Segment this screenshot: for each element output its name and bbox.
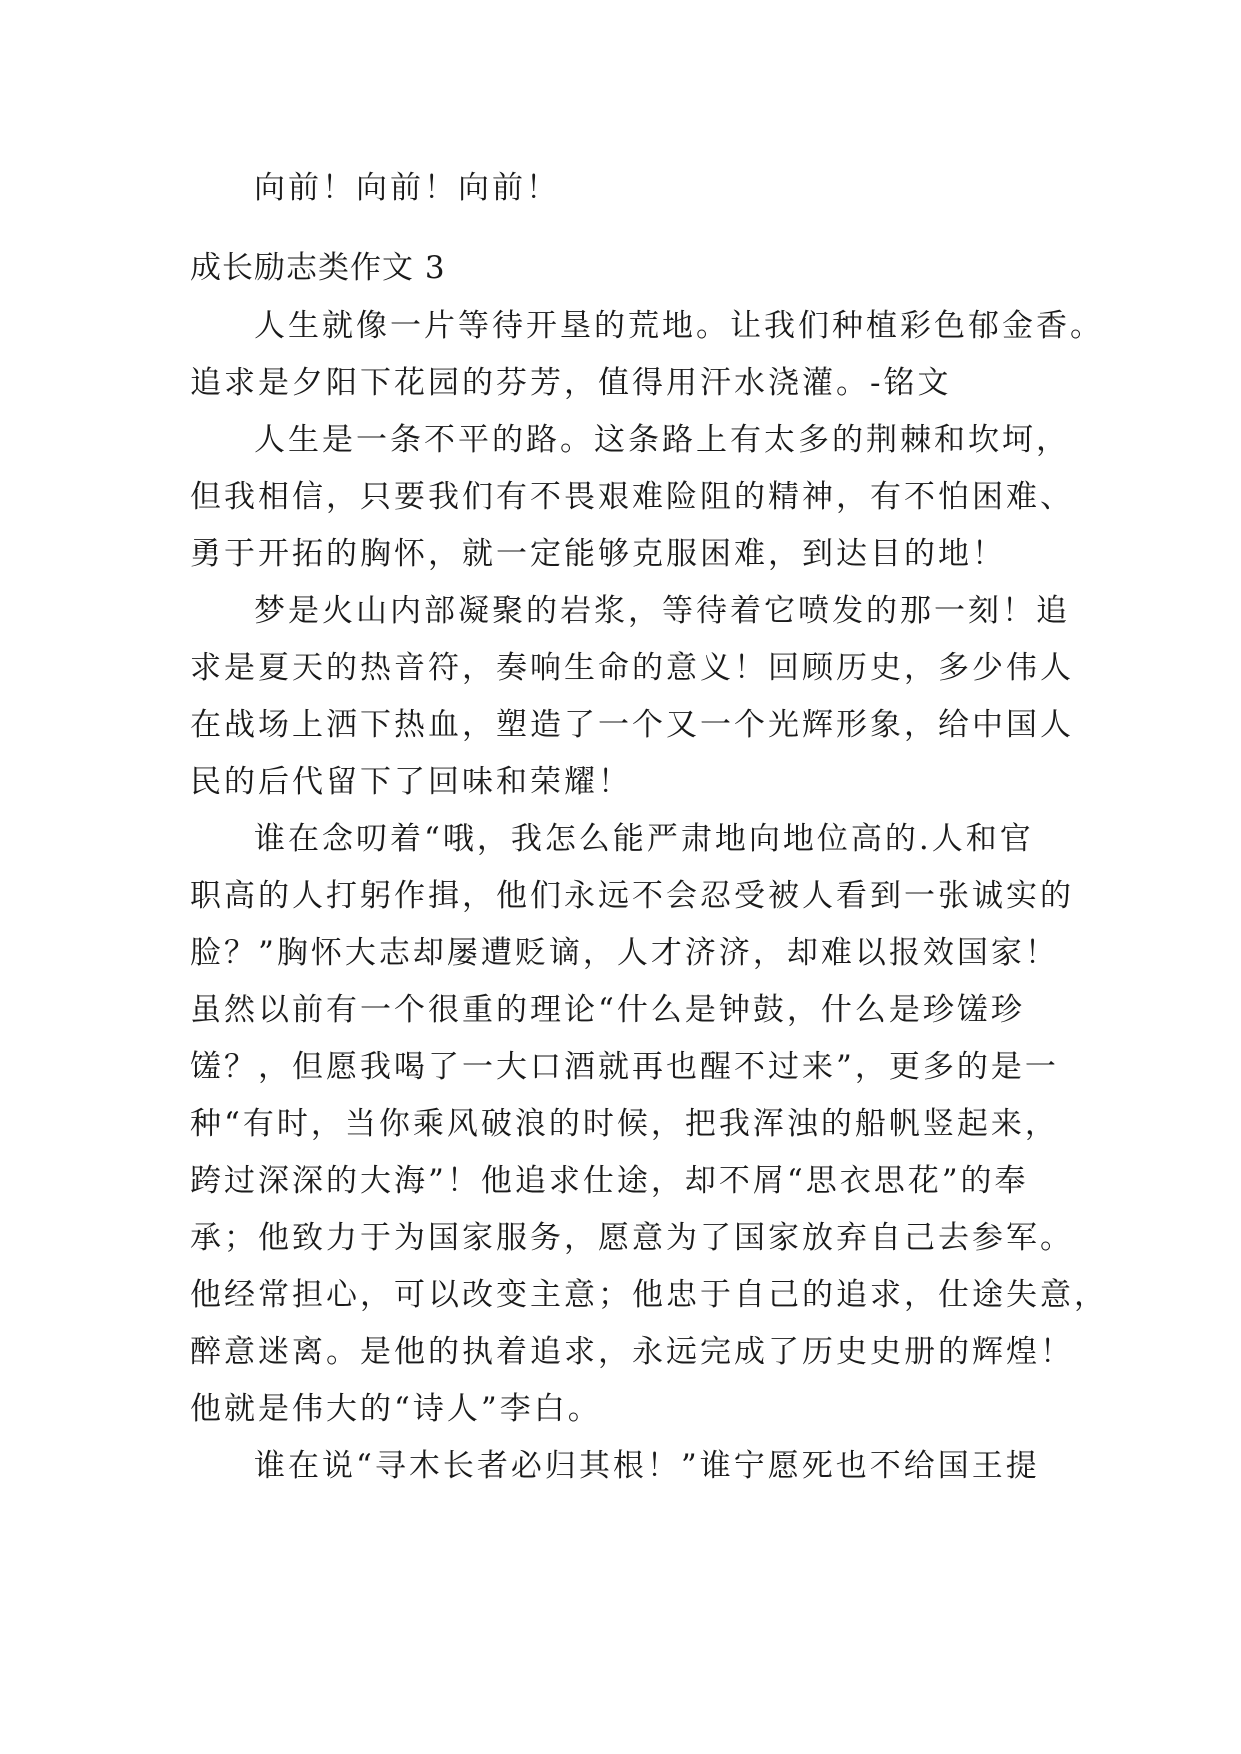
paragraph-line: 脸？”胸怀大志却屡遭贬谪，人才济济，却难以报效国家！: [190, 935, 1059, 971]
paragraph-line: 种“有时，当你乘风破浪的时候，把我浑浊的船帆竖起来，: [190, 1106, 1059, 1142]
paragraph-line: 在战场上洒下热血，塑造了一个又一个光辉形象，给中国人: [190, 707, 1074, 743]
paragraph-line: 虽然以前有一个很重的理论“什么是钟鼓，什么是珍馐珍: [190, 992, 1025, 1028]
intro-line: 向前！向前！向前！: [254, 170, 560, 206]
paragraph-line: 馐？，但愿我喝了一大口酒就再也醒不过来”，更多的是一: [190, 1049, 1059, 1085]
paragraph-line: 跨过深深的大海”！他追求仕途，却不屑“思衣思花”的奉: [190, 1163, 1029, 1199]
paragraph-line: 他经常担心，可以改变主意；他忠于自己的追求，仕途失意，: [190, 1277, 1108, 1313]
paragraph-line: 勇于开拓的胸怀，就一定能够克服困难，到达目的地！: [190, 536, 1006, 572]
paragraph-line: 承；他致力于为国家服务，愿意为了国家放弃自己去参军。: [190, 1220, 1074, 1256]
paragraph-line: 人生是一条不平的路。这条路上有太多的荆棘和坎坷，: [254, 422, 1070, 458]
paragraph-line: 追求是夕阳下花园的芬芳，值得用汗水浇灌。-铭文: [190, 365, 952, 401]
section-title: 成长励志类作文 3: [190, 250, 446, 286]
paragraph-line: 谁在说“寻木长者必归其根！”谁宁愿死也不给国王提: [254, 1448, 1040, 1484]
paragraph-line: 人生就像一片等待开垦的荒地。让我们种植彩色郁金香。: [254, 308, 1104, 344]
paragraph-line: 他就是伟大的“诗人”李白。: [190, 1391, 602, 1427]
paragraph-line: 醉意迷离。是他的执着追求，永远完成了历史史册的辉煌！: [190, 1334, 1074, 1370]
paragraph-line: 梦是火山内部凝聚的岩浆，等待着它喷发的那一刻！追: [254, 593, 1070, 629]
paragraph-line: 民的后代留下了回味和荣耀！: [190, 764, 632, 800]
paragraph-line: 但我相信，只要我们有不畏艰难险阻的精神，有不怕困难、: [190, 479, 1074, 515]
paragraph-line: 职高的人打躬作揖，他们永远不会忍受被人看到一张诚实的: [190, 878, 1074, 914]
paragraph-line: 求是夏天的热音符，奏响生命的意义！回顾历史，多少伟人: [190, 650, 1074, 686]
paragraph-line: 谁在念叨着“哦，我怎么能严肃地向地位高的.人和官: [254, 821, 1034, 857]
